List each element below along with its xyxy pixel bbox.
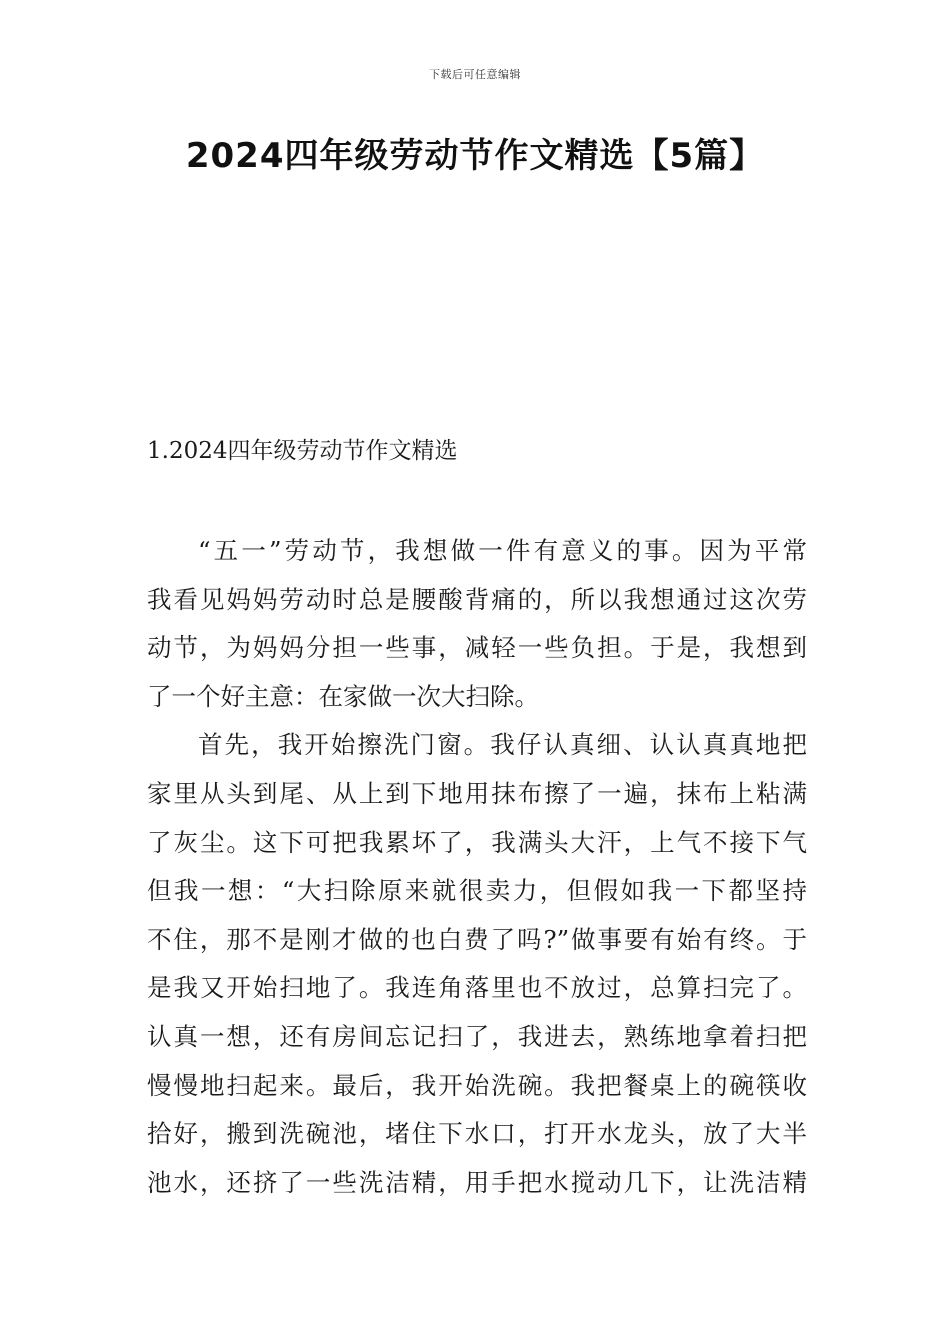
paragraph-2-line: 慢慢地扫起来。最后，我开始洗碗。我把餐桌上的碗筷收 bbox=[147, 1070, 807, 1100]
paragraph-1-line: 动节，为妈妈分担一些事，减轻一些负担。于是，我想到 bbox=[147, 633, 807, 663]
paragraph-2-line: 不住，那不是刚才做的也白费了吗?”做事要有始有终。于 bbox=[147, 924, 807, 954]
paragraph-2-line: 是我又开始扫地了。我连角落里也不放过，总算扫完了。 bbox=[147, 973, 807, 1003]
paragraph-1-line: “五一”劳动节，我想做一件有意义的事。因为平常 bbox=[198, 536, 807, 565]
header-note: 下载后可任意编辑 bbox=[429, 68, 521, 81]
essay-body bbox=[147, 527, 807, 1207]
paragraph-2-line: 家里从头到尾、从上到下地用抹布擦了一遍，抹布上粘满 bbox=[147, 778, 807, 808]
paragraph-2-line: 了灰尘。这下可把我累坏了，我满头大汗，上气不接下气 bbox=[147, 827, 807, 857]
paragraph-1-line: 我看见妈妈劳动时总是腰酸背痛的，所以我想通过这次劳 bbox=[147, 584, 807, 614]
paragraph-1-line: 了一个好主意：在家做一次大扫除。 bbox=[147, 681, 539, 711]
paragraph-2-line: 拾好，搬到洗碗池，堵住下水口，打开水龙头，放了大半 bbox=[147, 1119, 807, 1149]
section-heading: 1.2024四年级劳动节作文精选 bbox=[147, 438, 458, 464]
paragraph-2-line: 但我一想：“大扫除原来就很卖力，但假如我一下都坚持 bbox=[147, 876, 807, 906]
paragraph-2-line: 首先，我开始擦洗门窗。我仔认真细、认认真真地把 bbox=[198, 730, 807, 760]
document-title: 2024四年级劳动节作文精选【5篇】 bbox=[185, 136, 765, 176]
paragraph-2-line: 认真一想，还有房间忘记扫了，我进去，熟练地拿着扫把 bbox=[147, 1021, 807, 1051]
paragraph-2-line: 池水，还挤了一些洗洁精，用手把水搅动几下，让洗洁精 bbox=[147, 1167, 807, 1197]
